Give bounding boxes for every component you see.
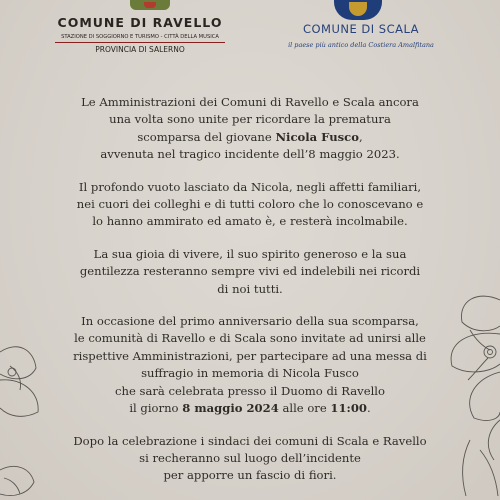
text-line: una volta sono unite per ricordare la prematura: [109, 112, 391, 127]
scala-tagline: il paese più antico della Costiera Amalfitana: [288, 41, 434, 49]
name-highlight: Nicola Fusco: [275, 129, 359, 144]
scala-crest-icon: [334, 0, 382, 20]
text-line: per apporre un fascio di fiori.: [163, 468, 337, 483]
text-line: In occasione del primo anniversario della sua scomparsa,: [81, 314, 419, 329]
invitation-text: [40, 94, 460, 500]
ravello-crest-icon: [130, 0, 170, 10]
text-line: Dopo la celebrazione i sindaci dei comuni di Scala e Ravello: [73, 433, 427, 448]
time-highlight: 11:00: [330, 401, 367, 416]
paragraph-intro: [40, 94, 460, 164]
paragraph-closing: [40, 433, 460, 485]
ravello-subtitle: STAZIONE DI SOGGIORNO E TURISMO - CITTÀ DELLA MUSICA: [61, 34, 219, 40]
text-fragment: ,: [358, 129, 363, 144]
text-line: rispettive Amministrazioni, per partecipare ad una messa di: [73, 348, 427, 363]
text-line: gentilezza resteranno sempre vivi ed indelebili nei ricordi: [79, 264, 421, 279]
paragraph-anniversary: [40, 313, 460, 417]
ravello-logo-block: [50, 15, 230, 55]
text-line: [40, 400, 460, 417]
text-fragment: alle ore: [278, 401, 331, 416]
left-flower-icon: [0, 347, 38, 496]
text-line: le comunità di Ravello e di Scala sono invitate ad unirsi alle: [74, 331, 426, 346]
date-highlight: 8 maggio 2024: [182, 401, 279, 416]
scala-title: COMUNE DI SCALA: [302, 22, 420, 36]
text-line: si recheranno sul luogo dell’incidente: [139, 450, 361, 465]
text-line: avvenuta nel tragico incidente dell’8 maggio 2023.: [100, 147, 400, 162]
ravello-province: PROVINCIA DI SALERNO: [95, 45, 185, 54]
paragraph-joy: [40, 246, 460, 298]
text-line: La sua gioia di vivere, il suo spirito generoso e la sua: [93, 246, 407, 261]
text-line: di noi tutti.: [217, 281, 283, 296]
ravello-divider: [55, 42, 225, 43]
text-line: lo hanno ammirato ed amato è, e resterà incolmabile.: [92, 214, 408, 229]
text-line: suffragio in memoria di Nicola Fusco: [141, 366, 359, 381]
text-line: Le Amministrazioni dei Comuni di Ravello e Scala ancora: [81, 95, 419, 109]
text-line: Il profondo vuoto lasciato da Nicola, negli affetti familiari,: [78, 179, 422, 194]
text-fragment: .: [366, 401, 371, 416]
ravello-title: COMUNE DI RAVELLO: [57, 15, 223, 30]
paragraph-memory: [40, 179, 460, 231]
text-line: nei cuori dei colleghi e di tutti coloro che lo conoscevano e: [76, 197, 424, 212]
text-line: [40, 129, 460, 146]
text-fragment: il giorno: [129, 401, 183, 416]
header: [0, 0, 500, 60]
text-fragment: scomparsa del giovane: [137, 129, 276, 144]
scala-logo-block: [276, 22, 446, 51]
text-line: che sarà celebrata presso il Duomo di Ravello: [115, 383, 385, 398]
